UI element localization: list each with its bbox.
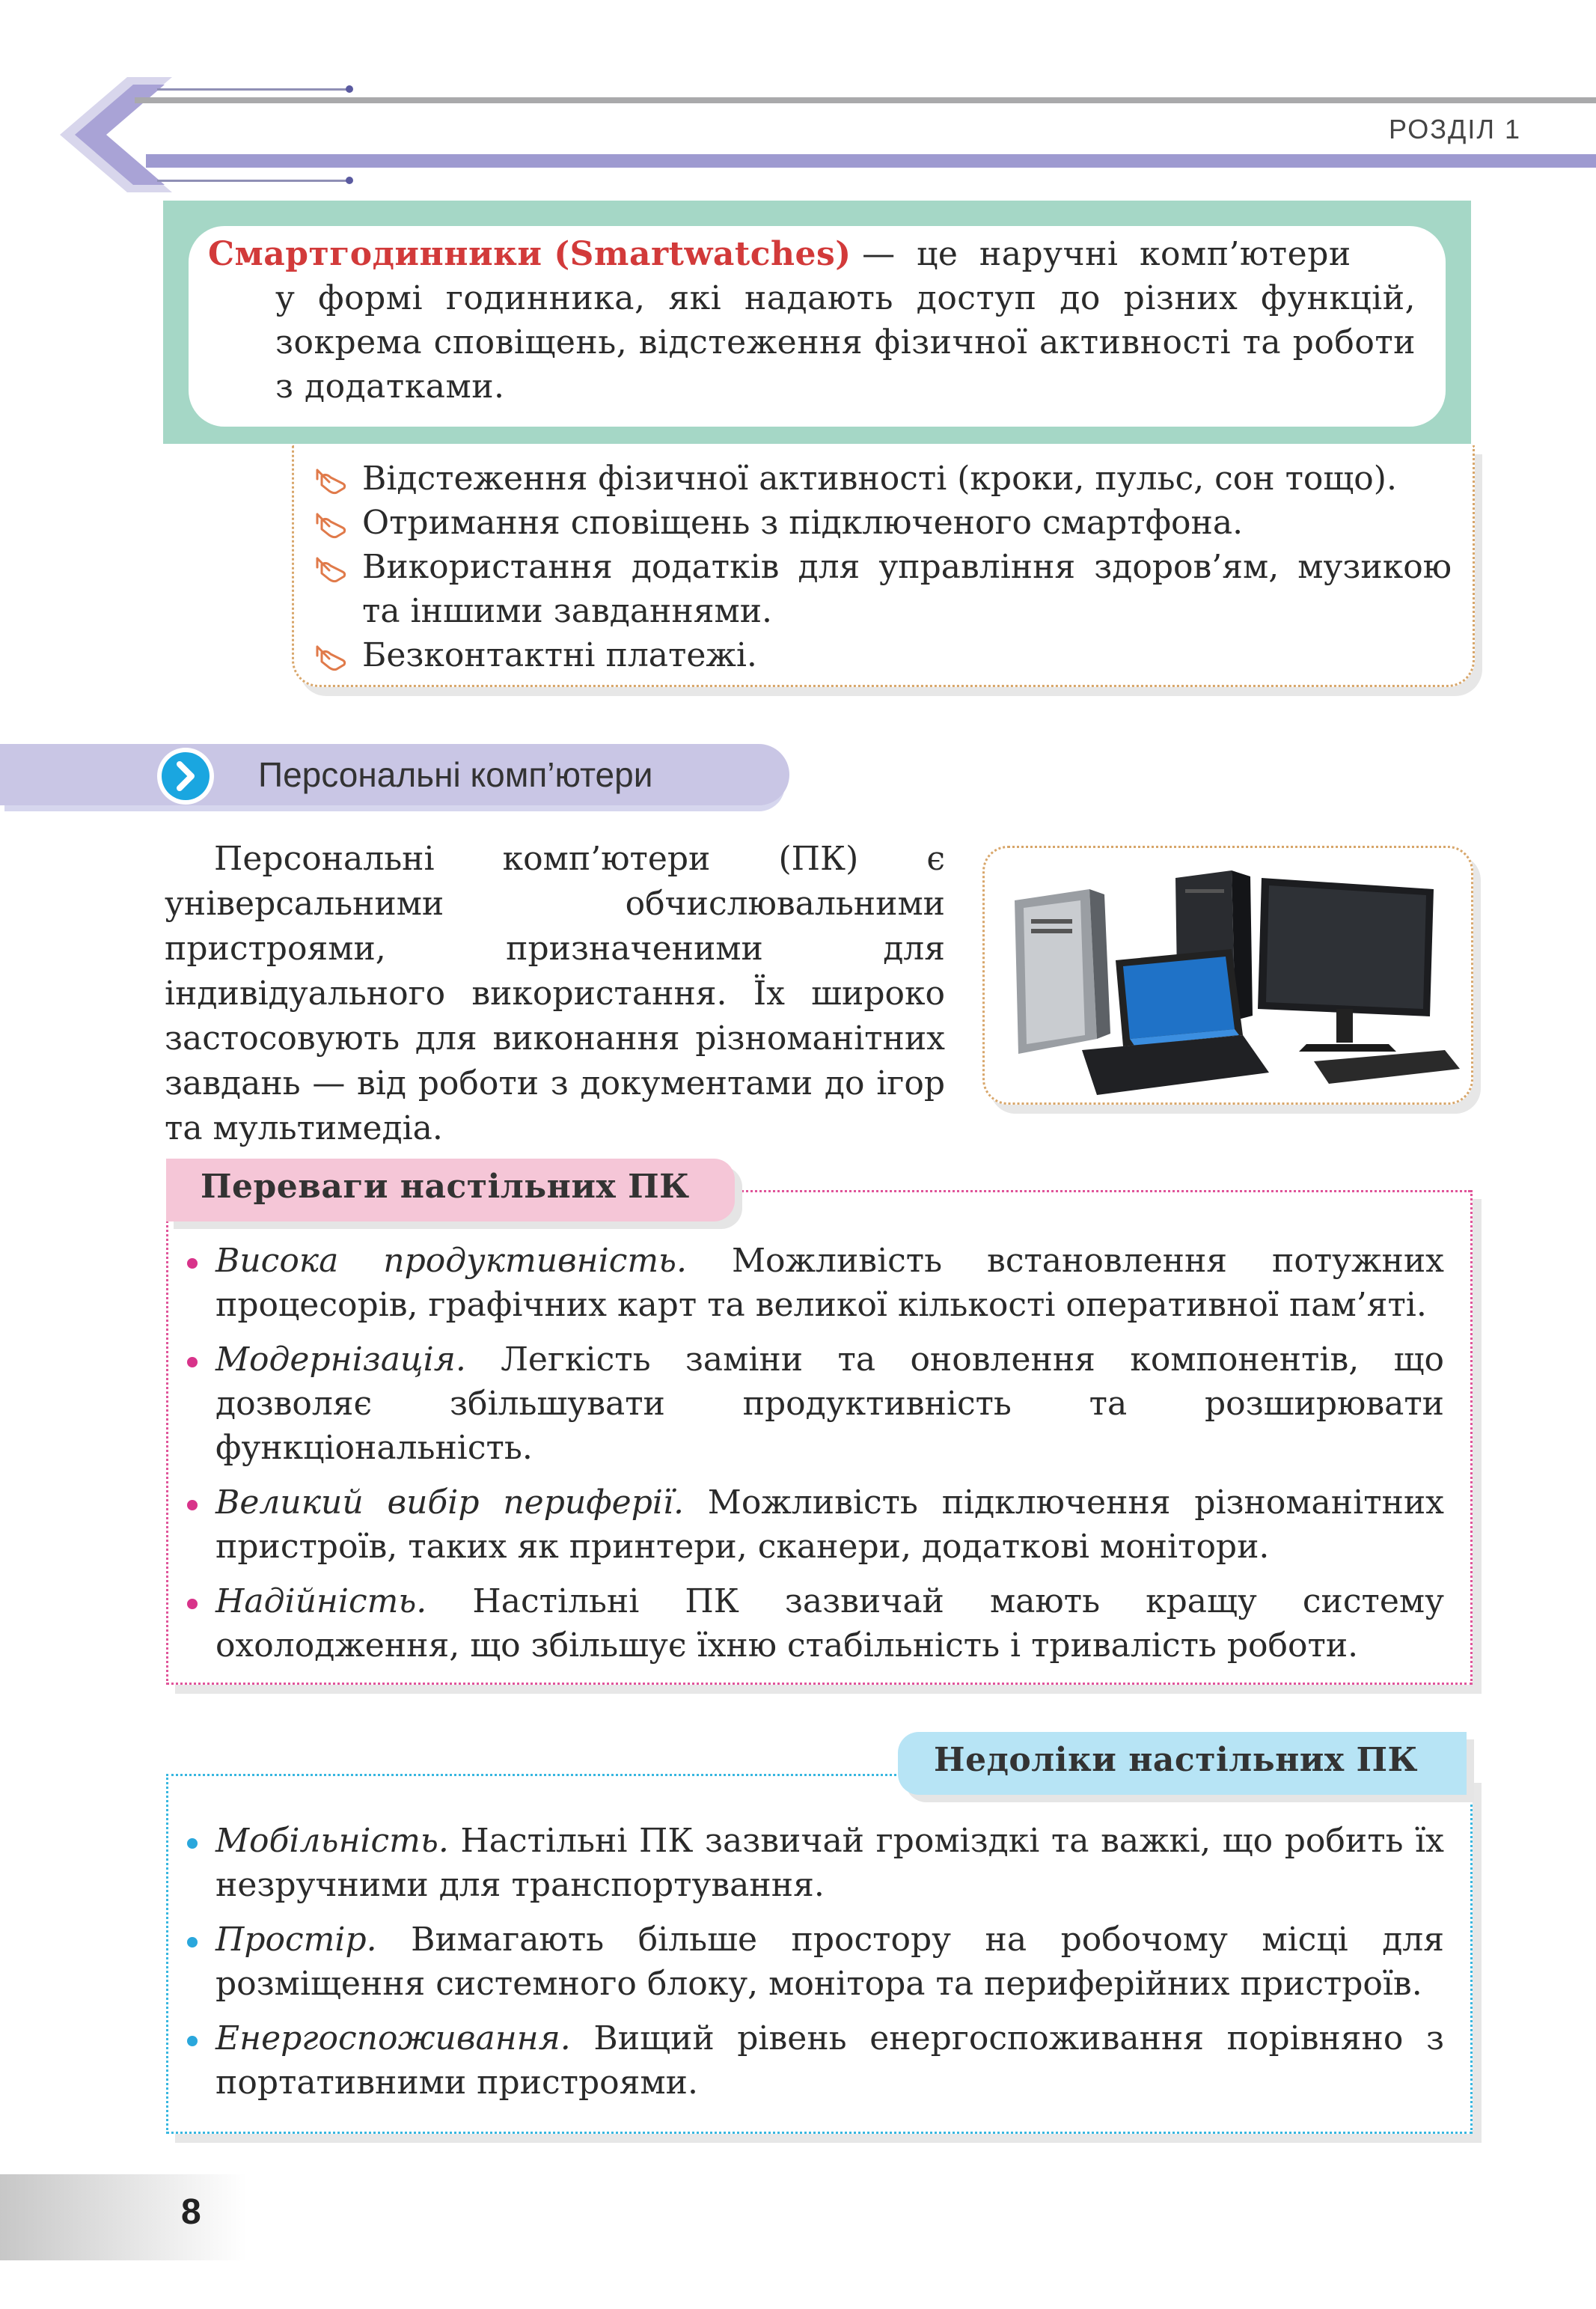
list-item bbox=[187, 1579, 1444, 1668]
item-term: Висока продуктивність. bbox=[215, 1242, 688, 1280]
header-thin-rule bbox=[157, 88, 352, 91]
list-item bbox=[187, 1337, 1444, 1470]
hand-pointer-icon bbox=[314, 466, 349, 495]
hand-pointer-icon bbox=[314, 510, 349, 540]
definition-term: Смартгодинники (Smartwatches) bbox=[208, 235, 851, 273]
list-item bbox=[187, 1819, 1444, 1907]
definition-lead: — це наручні комп’ютери bbox=[862, 235, 1351, 273]
feature-text: Отримання сповіщень з підключеного смартфона. bbox=[362, 504, 1244, 542]
features-list bbox=[314, 457, 1452, 677]
item-term: Енергоспоживання. bbox=[215, 2019, 571, 2058]
header-band bbox=[146, 154, 1596, 168]
computers-image bbox=[982, 846, 1473, 1105]
header-dot bbox=[346, 85, 353, 93]
hand-pointer-icon bbox=[314, 642, 349, 672]
list-item bbox=[187, 1918, 1444, 2006]
header-rule bbox=[135, 97, 1596, 103]
item-text: Настільні ПК зазвичай громіздкі та важкі, що робить їх незручними для транспортування. bbox=[215, 1822, 1444, 1904]
back-arrow-icon bbox=[45, 71, 172, 198]
disadvantages-title: Недоліки настільних ПК bbox=[934, 1741, 1419, 1779]
intro-paragraph bbox=[165, 837, 945, 1151]
header-thin-rule bbox=[157, 180, 352, 182]
advantages-list bbox=[187, 1239, 1444, 1678]
bullet-dot bbox=[187, 1357, 198, 1367]
item-term: Мобільність. bbox=[215, 1822, 449, 1860]
item-term: Надійність. bbox=[215, 1582, 427, 1620]
bullet-dot bbox=[187, 1500, 198, 1510]
bullet-dot bbox=[187, 1937, 198, 1947]
item-term: Простір. bbox=[215, 1921, 377, 1959]
header bbox=[0, 0, 1596, 195]
feature-text: Безконтактні платежі. bbox=[362, 636, 757, 674]
section-label: РОЗДІЛ 1 bbox=[1389, 114, 1521, 144]
item-text: Можливість встановлення потужних процесорів, графічних карт та великої кількості оперативної пам’яті. bbox=[215, 1242, 1444, 1324]
page-number: 8 bbox=[181, 2192, 201, 2232]
list-item bbox=[187, 2016, 1444, 2105]
list-item bbox=[314, 633, 1452, 677]
header-dot bbox=[346, 177, 353, 184]
definition-text bbox=[208, 232, 1416, 409]
bullet-dot bbox=[187, 1599, 198, 1609]
list-item bbox=[187, 1480, 1444, 1569]
item-term: Великий вибір периферії. bbox=[215, 1483, 684, 1522]
list-item bbox=[314, 501, 1452, 545]
item-text: Можливість підключення різноманітних пристроїв, таких як принтери, сканери, додаткові монітори. bbox=[215, 1483, 1444, 1566]
item-text: Легкість заміни та оновлення компонентів, що дозволяє збільшувати продуктивність та розширювати функціональність. bbox=[215, 1340, 1444, 1467]
item-text: Вищий рівень енергоспоживання порівняно з портативними пристроями. bbox=[215, 2019, 1444, 2102]
hand-pointer-icon bbox=[314, 554, 349, 584]
section-title: Персональні комп’ютери bbox=[258, 755, 653, 794]
intro-text: Персональні комп’ютери (ПК) є універсальними обчислювальними пристроями, призначеними для індивідуального використання. Їх широко застосовують для виконання різноманітних завдань — від роботи з документами до ігор та мультимедіа. bbox=[165, 840, 945, 1147]
bullet-dot bbox=[187, 1838, 198, 1849]
list-item bbox=[187, 1239, 1444, 1327]
chevron-right-icon bbox=[162, 752, 210, 800]
item-text: Настільні ПК зазвичай мають кращу систему охолодження, що збільшує їхню стабільність і тривалість роботи. bbox=[215, 1582, 1444, 1665]
bullet-dot bbox=[187, 1258, 198, 1269]
item-term: Модернізація. bbox=[215, 1340, 466, 1379]
computers-illustration bbox=[985, 848, 1471, 1102]
advantages-title: Переваги настільних ПК bbox=[201, 1168, 690, 1206]
feature-text: Відстеження фізичної активності (кроки, пульс, сон тощо). bbox=[362, 460, 1397, 498]
footer-bar bbox=[0, 2174, 247, 2260]
disadvantages-list bbox=[187, 1819, 1444, 2115]
definition-body: у формі годинника, які надають доступ до різних функцій, зокрема сповіщень, відстеження фізичної активності та роботи з додатками. bbox=[275, 279, 1416, 406]
bullet-dot bbox=[187, 2036, 198, 2046]
list-item bbox=[314, 457, 1452, 501]
item-text: Вимагають більше простору на робочому місці для розміщення системного блоку, монітора та периферійних пристроїв. bbox=[215, 1921, 1444, 2003]
list-item bbox=[314, 545, 1452, 633]
feature-text: Використання додатків для управління здоров’ям, музикою та іншими завданнями. bbox=[362, 548, 1452, 630]
